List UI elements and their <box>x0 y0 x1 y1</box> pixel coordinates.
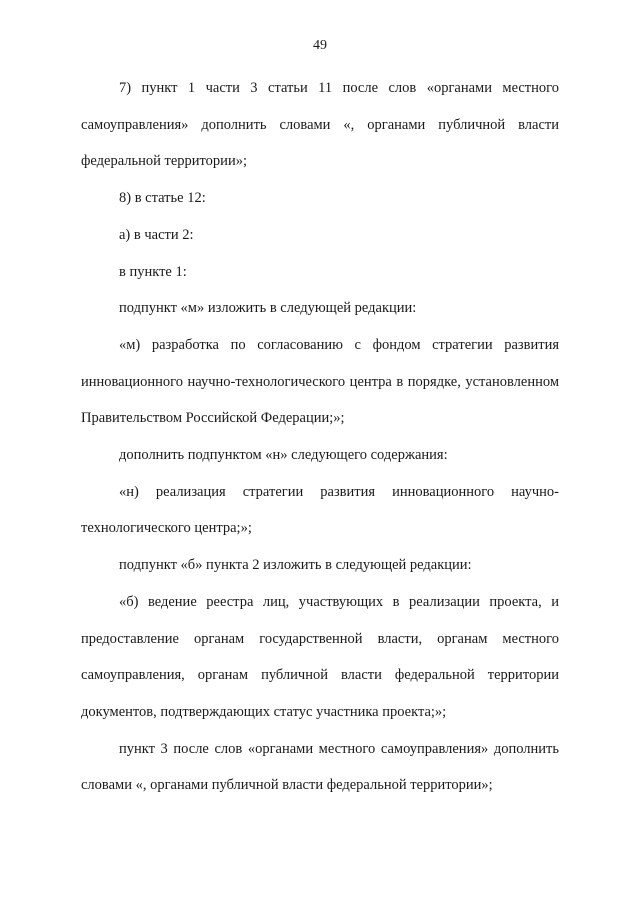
paragraph-subpoint-b-text: «б) ведение реестра лиц, участвующих в реализации проекта, и предоставление органам государственной власти, органам местного самоуправления, органам публичной власти федеральной территории документов, подтверждающих статус участника проекта;»; <box>81 593 559 720</box>
page-number: 49 <box>313 38 327 53</box>
paragraph-subpoint-m-text: «м) разработка по согласованию с фондом стратегии развития инновационного научно-технологического центра в порядке, установленном Правительством Российской Федерации;»; <box>81 336 559 427</box>
paragraph-item-8: 8) в статье 12: <box>119 190 206 207</box>
paragraph-subitem-a: а) в части 2: <box>119 226 194 243</box>
paragraph-subpoint-b-intro: подпункт «б» пункта 2 изложить в следующей редакции: <box>119 557 472 574</box>
paragraph-item-7: 7) пункт 1 части 3 статьи 11 после слов «органами местного самоуправления» дополнить словами «, органами публичной власти федеральной территории»; <box>81 80 559 170</box>
paragraph-point-1: в пункте 1: <box>119 263 187 280</box>
paragraph-subpoint-n-text: «н) реализация стратегии развития инновационного научно-технологического центра;»; <box>81 483 559 537</box>
document-body <box>81 70 559 804</box>
paragraph-subpoint-n-intro: дополнить подпунктом «н» следующего содержания: <box>119 447 448 464</box>
paragraph-subpoint-m-intro: подпункт «м» изложить в следующей редакции: <box>119 300 417 317</box>
paragraph-point-3: пункт 3 после слов «органами местного самоуправления» дополнить словами «, органами публичной власти федеральной территории»; <box>81 740 559 794</box>
